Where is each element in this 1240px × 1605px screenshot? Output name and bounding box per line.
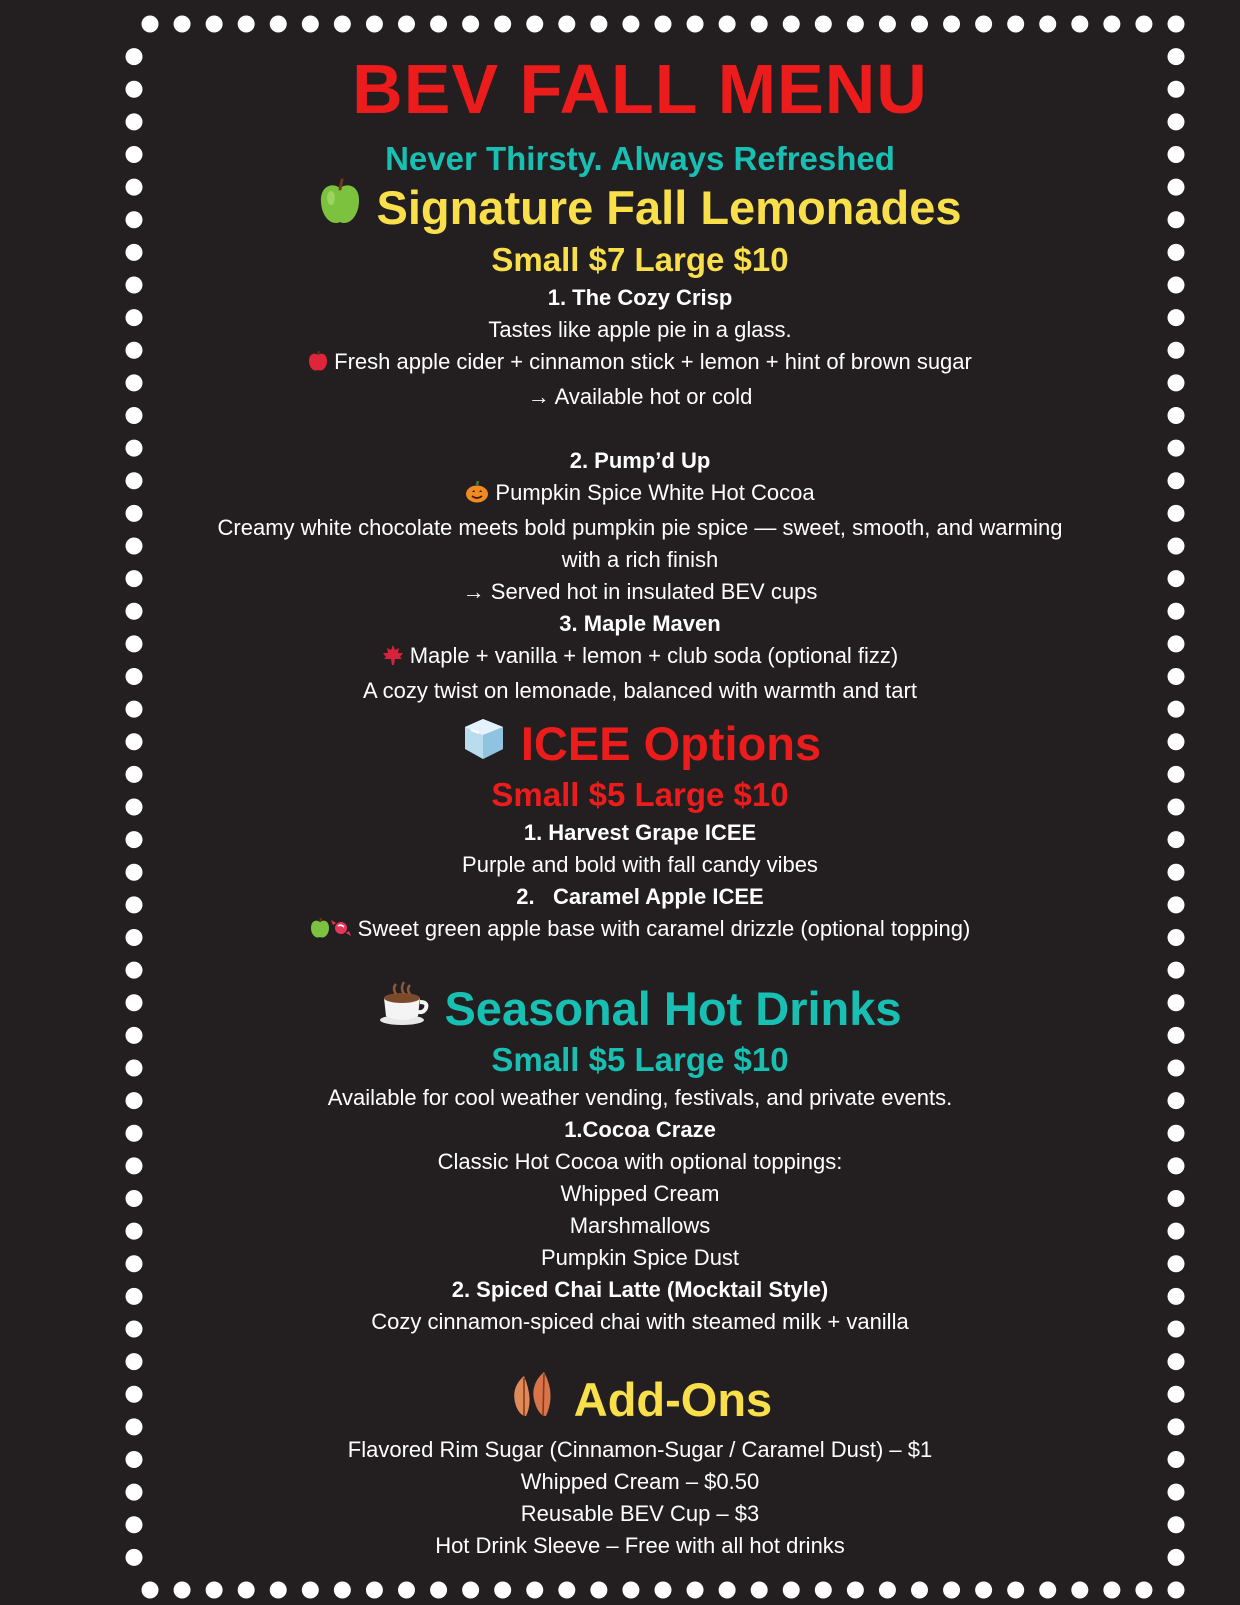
menu-content bbox=[150, 48, 1130, 1562]
border-dot bbox=[126, 962, 143, 979]
topping-pumpkin-spice: Pumpkin Spice Dust bbox=[540, 1245, 740, 1270]
border-dot bbox=[126, 1321, 143, 1338]
border-dot bbox=[590, 1582, 607, 1599]
border-dot bbox=[462, 1582, 479, 1599]
border-dot bbox=[126, 1060, 143, 1077]
cozy-crisp-note: → Available hot or cold bbox=[527, 384, 753, 409]
border-dot bbox=[1168, 668, 1185, 685]
border-dot bbox=[126, 831, 143, 848]
border-dot bbox=[126, 407, 143, 424]
addon-whipped-cream: Whipped Cream – $0.50 bbox=[520, 1469, 760, 1494]
border-dot bbox=[1168, 1484, 1185, 1501]
maple-maven-title: 3. Maple Maven bbox=[559, 611, 721, 636]
border-dot bbox=[1168, 179, 1185, 196]
border-dot bbox=[302, 16, 319, 33]
border-dot bbox=[1007, 16, 1024, 33]
green-apple-small-icon bbox=[310, 916, 330, 948]
border-dot bbox=[1168, 472, 1185, 489]
border-dot bbox=[126, 1190, 143, 1207]
hot-drinks-heading-text: Seasonal Hot Drinks bbox=[444, 982, 902, 1035]
border-dot bbox=[1168, 309, 1185, 326]
pumpd-up-subtitle-text: Pumpkin Spice White Hot Cocoa bbox=[495, 480, 815, 505]
border-dot bbox=[126, 1157, 143, 1174]
hot-drinks-intro: Available for cool weather vending, festivals, and private events. bbox=[327, 1085, 953, 1110]
border-dot bbox=[126, 1451, 143, 1468]
addon-drink-sleeve: Hot Drink Sleeve – Free with all hot drinks bbox=[435, 1533, 845, 1558]
border-dot bbox=[815, 16, 832, 33]
border-dot bbox=[526, 1582, 543, 1599]
border-dot bbox=[1168, 342, 1185, 359]
border-dot bbox=[238, 1582, 255, 1599]
border-dot bbox=[1168, 701, 1185, 718]
border-dot bbox=[1103, 16, 1120, 33]
addons-heading-text: Add-Ons bbox=[573, 1373, 773, 1426]
border-dot bbox=[879, 1582, 896, 1599]
border-dot bbox=[126, 635, 143, 652]
border-dot bbox=[687, 16, 704, 33]
border-dot bbox=[430, 16, 447, 33]
border-dot bbox=[1168, 831, 1185, 848]
border-dot bbox=[142, 16, 159, 33]
maple-maven-ingredients-text: Maple + vanilla + lemon + club soda (optional fizz) bbox=[409, 643, 899, 668]
border-dot bbox=[1168, 1386, 1185, 1403]
border-dot bbox=[174, 1582, 191, 1599]
border-dot bbox=[1168, 538, 1185, 555]
border-dot bbox=[462, 16, 479, 33]
border-dot bbox=[126, 505, 143, 522]
border-dot bbox=[270, 16, 287, 33]
border-dot bbox=[1168, 48, 1185, 65]
border-dot bbox=[126, 211, 143, 228]
border-dot bbox=[1168, 1321, 1185, 1338]
border-dot bbox=[126, 864, 143, 881]
border-dot bbox=[687, 1582, 704, 1599]
border-dot bbox=[126, 342, 143, 359]
border-dot bbox=[126, 1255, 143, 1272]
pumpkin-icon bbox=[465, 480, 489, 512]
border-dot bbox=[526, 16, 543, 33]
border-dot bbox=[126, 701, 143, 718]
border-dot bbox=[174, 16, 191, 33]
border-dot bbox=[943, 16, 960, 33]
border-dot bbox=[558, 1582, 575, 1599]
border-dot bbox=[1168, 929, 1185, 946]
addon-rim-sugar: Flavored Rim Sugar (Cinnamon-Sugar / Caramel Dust) – $1 bbox=[347, 1437, 933, 1462]
hot-drinks-price: Small $5 Large $10 bbox=[491, 1041, 789, 1078]
border-dot bbox=[1103, 1582, 1120, 1599]
border-dot bbox=[1135, 16, 1152, 33]
border-dot bbox=[1168, 505, 1185, 522]
border-dot bbox=[622, 1582, 639, 1599]
cozy-crisp-ingredients bbox=[150, 346, 1130, 381]
border-dot bbox=[1168, 1223, 1185, 1240]
border-dot bbox=[1168, 81, 1185, 98]
border-dot bbox=[238, 16, 255, 33]
border-dot bbox=[366, 16, 383, 33]
border-dot bbox=[126, 440, 143, 457]
border-dot bbox=[334, 1582, 351, 1599]
border-dot bbox=[270, 1582, 287, 1599]
border-dot bbox=[783, 1582, 800, 1599]
tagline: Never Thirsty. Always Refreshed bbox=[385, 140, 895, 177]
cozy-crisp-ingredients-text: Fresh apple cider + cinnamon stick + lemon + hint of brown sugar bbox=[334, 349, 972, 374]
addon-reusable-cup: Reusable BEV Cup – $3 bbox=[520, 1501, 760, 1526]
icee-heading bbox=[150, 715, 1130, 773]
border-dot bbox=[1168, 244, 1185, 261]
pumpd-up-subtitle bbox=[150, 477, 1130, 512]
lemonades-heading-text: Signature Fall Lemonades bbox=[376, 181, 962, 234]
border-dot bbox=[1168, 635, 1185, 652]
border-dot bbox=[975, 1582, 992, 1599]
border-dot bbox=[398, 16, 415, 33]
border-dot bbox=[1168, 1190, 1185, 1207]
border-dot bbox=[142, 1582, 159, 1599]
border-dot bbox=[1135, 1582, 1152, 1599]
addons-heading bbox=[150, 1370, 1130, 1430]
border-dot bbox=[943, 1582, 960, 1599]
pumpd-up-note: → Served hot in insulated BEV cups bbox=[462, 579, 818, 604]
ice-cube-icon bbox=[459, 715, 507, 773]
border-dot bbox=[126, 1288, 143, 1305]
border-dot bbox=[1071, 16, 1088, 33]
harvest-grape-desc: Purple and bold with fall candy vibes bbox=[462, 852, 818, 877]
border-dot bbox=[1168, 1027, 1185, 1044]
border-dot bbox=[655, 1582, 672, 1599]
border-dot bbox=[126, 309, 143, 326]
border-dot bbox=[1039, 16, 1056, 33]
border-dot bbox=[1168, 146, 1185, 163]
border-dot bbox=[1071, 1582, 1088, 1599]
chai-latte-title: 2. Spiced Chai Latte (Mocktail Style) bbox=[451, 1277, 829, 1302]
border-dot bbox=[494, 1582, 511, 1599]
border-dot bbox=[911, 16, 928, 33]
border-dot bbox=[719, 16, 736, 33]
border-dot bbox=[1168, 1549, 1185, 1566]
border-dot bbox=[126, 1386, 143, 1403]
border-dot bbox=[126, 668, 143, 685]
icee-heading-text: ICEE Options bbox=[520, 717, 822, 770]
maple-maven-desc: A cozy twist on lemonade, balanced with warmth and tart bbox=[363, 678, 917, 703]
border-dot bbox=[206, 1582, 223, 1599]
border-dot bbox=[1168, 1582, 1185, 1599]
border-dot bbox=[126, 179, 143, 196]
hot-beverage-icon bbox=[378, 980, 430, 1038]
border-dot bbox=[126, 538, 143, 555]
topping-whipped-cream: Whipped Cream bbox=[560, 1181, 720, 1206]
border-dot bbox=[1168, 407, 1185, 424]
border-dot bbox=[1168, 603, 1185, 620]
cozy-crisp-desc: Tastes like apple pie in a glass. bbox=[488, 317, 792, 342]
border-dot bbox=[1168, 962, 1185, 979]
border-dot bbox=[126, 374, 143, 391]
border-dot bbox=[126, 1484, 143, 1501]
border-dot bbox=[126, 1549, 143, 1566]
border-dot bbox=[1039, 1582, 1056, 1599]
caramel-apple-desc-text: Sweet green apple base with caramel drizzle (optional topping) bbox=[357, 916, 971, 941]
border-dot bbox=[126, 113, 143, 130]
border-dot bbox=[879, 16, 896, 33]
border-dot bbox=[126, 1516, 143, 1533]
icee-price: Small $5 Large $10 bbox=[491, 776, 789, 813]
lemonades-heading bbox=[150, 178, 1130, 238]
border-dot bbox=[1168, 994, 1185, 1011]
border-dot bbox=[126, 1027, 143, 1044]
border-dot bbox=[1168, 440, 1185, 457]
border-dot bbox=[783, 16, 800, 33]
border-dot bbox=[126, 1125, 143, 1142]
candy-icon bbox=[330, 916, 352, 948]
menu-title: BEV FALL MENU bbox=[352, 50, 928, 128]
border-dot bbox=[1168, 113, 1185, 130]
border-dot bbox=[1168, 799, 1185, 816]
border-dot bbox=[655, 16, 672, 33]
fallen-leaves-icon bbox=[508, 1370, 560, 1430]
border-dot bbox=[1168, 277, 1185, 294]
border-dot bbox=[206, 16, 223, 33]
border-dot bbox=[1168, 1255, 1185, 1272]
maple-leaf-icon bbox=[382, 643, 404, 675]
border-dot bbox=[558, 16, 575, 33]
border-dot bbox=[302, 1582, 319, 1599]
border-dot bbox=[334, 16, 351, 33]
border-dot bbox=[911, 1582, 928, 1599]
border-dot bbox=[494, 16, 511, 33]
border-dot bbox=[126, 994, 143, 1011]
harvest-grape-title: 1. Harvest Grape ICEE bbox=[523, 820, 757, 845]
border-dot bbox=[126, 472, 143, 489]
border-dot bbox=[1168, 1353, 1185, 1370]
border-dot bbox=[126, 929, 143, 946]
border-dot bbox=[1168, 211, 1185, 228]
border-dot bbox=[751, 1582, 768, 1599]
border-dot bbox=[126, 1418, 143, 1435]
border-dot bbox=[975, 16, 992, 33]
border-dot bbox=[1168, 1125, 1185, 1142]
border-dot bbox=[1007, 1582, 1024, 1599]
border-dot bbox=[126, 1092, 143, 1109]
border-dot bbox=[126, 603, 143, 620]
maple-maven-ingredients bbox=[150, 640, 1130, 675]
border-dot bbox=[847, 16, 864, 33]
border-dot bbox=[126, 277, 143, 294]
border-dot bbox=[126, 799, 143, 816]
chai-latte-desc: Cozy cinnamon-spiced chai with steamed milk + vanilla bbox=[371, 1309, 909, 1334]
border-dot bbox=[126, 766, 143, 783]
border-dot bbox=[126, 733, 143, 750]
border-dot bbox=[1168, 1451, 1185, 1468]
pumpd-up-title: 2. Pump’d Up bbox=[569, 448, 711, 473]
border-dot bbox=[1168, 1516, 1185, 1533]
border-dot bbox=[126, 48, 143, 65]
border-dot bbox=[126, 1353, 143, 1370]
border-dot bbox=[1168, 766, 1185, 783]
border-dot bbox=[1168, 1157, 1185, 1174]
border-dot bbox=[1168, 733, 1185, 750]
border-dot bbox=[1168, 16, 1185, 33]
border-dot bbox=[366, 1582, 383, 1599]
border-dot bbox=[1168, 896, 1185, 913]
border-dot bbox=[1168, 1418, 1185, 1435]
border-dot bbox=[815, 1582, 832, 1599]
border-dot bbox=[1168, 1060, 1185, 1077]
border-dot bbox=[126, 896, 143, 913]
border-dot bbox=[751, 16, 768, 33]
lemonades-price: Small $7 Large $10 bbox=[491, 241, 789, 278]
border-dot bbox=[1168, 374, 1185, 391]
border-dot bbox=[1168, 1288, 1185, 1305]
red-apple-icon bbox=[308, 349, 328, 381]
topping-marshmallows: Marshmallows bbox=[569, 1213, 711, 1238]
border-dot bbox=[622, 16, 639, 33]
caramel-apple-desc bbox=[150, 913, 1130, 948]
border-dot bbox=[398, 1582, 415, 1599]
hot-drinks-heading bbox=[150, 980, 1130, 1038]
border-dot bbox=[126, 570, 143, 587]
border-dot bbox=[126, 1223, 143, 1240]
border-dot bbox=[126, 146, 143, 163]
border-dot bbox=[1168, 864, 1185, 881]
cocoa-craze-desc: Classic Hot Cocoa with optional toppings: bbox=[437, 1149, 843, 1174]
pumpd-up-desc-cont: with a rich finish bbox=[561, 547, 719, 572]
border-dot bbox=[126, 81, 143, 98]
caramel-apple-title: 2. Caramel Apple ICEE bbox=[516, 884, 764, 909]
green-apple-icon bbox=[318, 178, 362, 238]
border-dot bbox=[847, 1582, 864, 1599]
border-dot bbox=[719, 1582, 736, 1599]
border-dot bbox=[1168, 1092, 1185, 1109]
border-dot bbox=[126, 244, 143, 261]
border-dot bbox=[590, 16, 607, 33]
border-dot bbox=[1168, 570, 1185, 587]
cozy-crisp-title: 1. The Cozy Crisp bbox=[547, 285, 733, 310]
border-dot bbox=[430, 1582, 447, 1599]
pumpd-up-desc: Creamy white chocolate meets bold pumpkin pie spice — sweet, smooth, and warming bbox=[217, 515, 1063, 540]
cocoa-craze-title: 1.Cocoa Craze bbox=[564, 1117, 716, 1142]
